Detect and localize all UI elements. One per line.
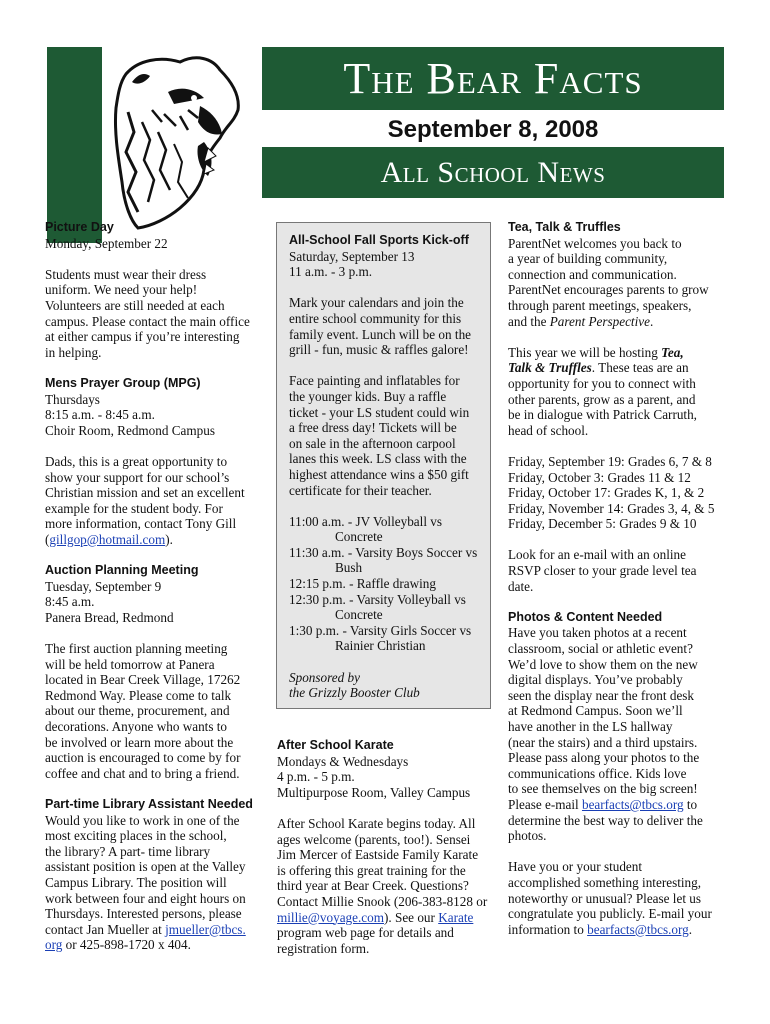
auction-heading: Auction Planning Meeting: [45, 563, 199, 578]
text-line: Face painting and inflatables for: [289, 373, 460, 389]
right-column: [508, 220, 730, 937]
text-line: campus. Please contact the main office: [45, 313, 250, 329]
tea-date: Friday, October 17: Grades K, 1, & 2: [508, 485, 705, 501]
newsletter-title: The Bear Facts: [262, 47, 724, 110]
text-line: 8:45 a.m.: [45, 594, 95, 610]
mens-prayer-heading: Mens Prayer Group (MPG): [45, 375, 201, 390]
picture-day-date: Monday, September 22: [45, 235, 168, 251]
left-column: [45, 220, 267, 953]
text-line: Saturday, September 13: [289, 248, 415, 264]
text-line: The first auction planning meeting: [45, 641, 228, 657]
text-line: accomplished something interesting,: [508, 874, 702, 890]
text-line: 4 p.m. - 5 p.m.: [277, 769, 355, 785]
library-heading: Part-time Library Assistant Needed: [45, 796, 253, 811]
schedule-item-cont: Bush: [335, 560, 363, 576]
text-line: Christian mission and set an excellent: [45, 485, 245, 501]
text-line: program web page for details and: [277, 925, 454, 941]
text-line: third year at Bear Creek. Questions?: [277, 878, 469, 894]
text-line: org or 425-898-1720 x 404.: [45, 937, 191, 953]
text-line: on sale in the afternoon carpool: [289, 435, 456, 451]
text-line: Talk & Truffles. These teas are an: [508, 360, 689, 376]
tea-date: Friday, November 14: Grades 3, 4, & 5: [508, 500, 715, 516]
text-line: assistant position is open at the Valley: [45, 859, 246, 875]
text-line: Contact Millie Snook (206-383-8128 or: [277, 893, 488, 909]
photos-email-link[interactable]: bearfacts@tbcs.org: [581, 796, 684, 812]
tea-date: Friday, September 19: Grades 6, 7 & 8: [508, 453, 712, 469]
text-line: classroom, social or athletic event?: [508, 641, 693, 657]
schedule-item-cont: Rainier Christian: [335, 638, 426, 654]
text-line: the younger kids. Buy a raffle: [289, 388, 447, 404]
text-line: highest attendance wins a $50 gift: [289, 466, 469, 482]
text-line: be in dialogue with Patrick Carruth,: [508, 407, 697, 423]
text-line: Multipurpose Room, Valley Campus: [277, 784, 471, 800]
text-line: Mondays & Wednesdays: [277, 753, 409, 769]
text-line: registration form.: [277, 940, 370, 956]
text-line: Tuesday, September 9: [45, 578, 162, 594]
text-line: millie@voyage.com). See our Karate: [277, 909, 474, 925]
text-line: ParentNet welcomes you back to: [508, 235, 682, 251]
text-line: Please pass along your photos to the: [508, 750, 700, 766]
text-line: certificate for their teacher.: [289, 482, 432, 498]
text-line: be involved or learn more about the: [45, 734, 234, 750]
sports-sidebar: [276, 222, 491, 709]
congrats-email-link[interactable]: bearfacts@tbcs.org: [587, 921, 689, 937]
text-line: auction is encouraged to come by for: [45, 750, 241, 766]
text-line: determine the best way to deliver the: [508, 812, 703, 828]
masthead-green-bar: [47, 47, 102, 243]
text-line: Redmond Way. Please come to talk: [45, 687, 232, 703]
text-line: a free dress day! Tickets will be: [289, 420, 457, 436]
schedule-item: 11:30 a.m. - Varsity Boys Soccer vs: [289, 544, 478, 560]
text-line: digital displays. You’ve probably: [508, 672, 683, 688]
photos-heading: Photos & Content Needed: [508, 609, 663, 624]
text-line: decorations. Anyone who wants to: [45, 719, 228, 734]
text-line: Panera Bread, Redmond: [45, 609, 174, 625]
text-line: (gillgop@hotmail.com).: [45, 531, 173, 547]
text-line: Would you like to work in one of the: [45, 812, 240, 828]
text-line: ages welcome (parents, too!). Sensei: [277, 831, 471, 847]
text-line: example for the student body. For: [45, 500, 223, 516]
text-line: ParentNet encourages parents to grow: [508, 282, 709, 298]
bear-logo-icon: [108, 52, 248, 232]
text-line: noteworthy or unusual? Please let us: [508, 890, 702, 906]
text-line: family event. Lunch will be on the: [289, 326, 472, 342]
middle-column: [277, 738, 495, 956]
text-line: uniform. We need your help!: [45, 282, 198, 298]
sponsor-line: Sponsored by: [289, 669, 360, 685]
text-line: Volunteers are still needed at each: [45, 297, 225, 313]
text-line: through parent meetings, speakers,: [508, 297, 692, 313]
text-line: have another in the LS hallway: [508, 719, 673, 734]
text-line: about our theme, procurement, and: [45, 703, 230, 719]
mpg-email-link[interactable]: gillgop@hotmail.com: [49, 531, 166, 547]
text-line: photos.: [508, 828, 547, 844]
text-line: Have you taken photos at a recent: [508, 625, 687, 641]
sponsor-line: the Grizzly Booster Club: [289, 685, 420, 701]
text-line: Look for an e-mail with an online: [508, 547, 686, 563]
text-line: located in Bear Creek Village, 17262: [45, 672, 241, 688]
text-line: Dads, this is a great opportunity to: [45, 453, 228, 469]
text-line: RSVP closer to your grade level tea: [508, 563, 697, 579]
text-line: other parents, grow as a parent, and: [508, 391, 696, 407]
text-line: grill - fun, music & raffles galore!: [289, 342, 469, 358]
tea-date: Friday, October 3: Grades 11 & 12: [508, 469, 691, 485]
text-line: to see themselves on the big screen!: [508, 781, 698, 797]
text-line: date.: [508, 578, 534, 594]
schedule-item: 12:30 p.m. - Varsity Volleyball vs: [289, 591, 466, 607]
text-line: most exciting places in the school,: [45, 828, 227, 844]
text-line: at either campus if you’re interesting: [45, 329, 240, 345]
schedule-item-cont: Concrete: [335, 607, 383, 623]
text-line: ticket - your LS student could win: [289, 404, 470, 420]
text-line: Choir Room, Redmond Campus: [45, 422, 215, 438]
text-line: We’d love to show them on the new: [508, 656, 698, 672]
text-line: connection and communication.: [508, 266, 677, 282]
library-email-link-cont[interactable]: org: [45, 937, 63, 953]
karate-email-link[interactable]: millie@voyage.com: [277, 909, 384, 925]
text-line: This year we will be hosting Tea,: [508, 344, 684, 360]
text-line: communications office. Kids love: [508, 765, 687, 781]
text-line: at Redmond Campus. Soon we’ll: [508, 703, 683, 719]
text-line: will be held tomorrow at Panera: [45, 656, 215, 672]
text-line: Campus Library. The position will: [45, 874, 227, 890]
text-line: entire school community for this: [289, 310, 462, 326]
schedule-item: 12:15 p.m. - Raffle drawing: [289, 576, 436, 592]
text-line: congratulate you publicly. E-mail your: [508, 906, 712, 922]
text-line: 8:15 a.m. - 8:45 a.m.: [45, 407, 155, 423]
text-line: Please e-mail bearfacts@tbcs.org to: [508, 796, 698, 812]
karate-page-link[interactable]: Karate: [438, 909, 474, 925]
section-banner: All School News: [262, 147, 724, 198]
text-line: Mark your calendars and join the: [289, 295, 464, 311]
picture-day-heading: Picture Day: [45, 220, 114, 234]
tea-heading: Tea, Talk & Truffles: [508, 220, 621, 234]
sports-heading: All-School Fall Sports Kick-off: [289, 233, 469, 247]
text-line: opportunity for you to connect with: [508, 375, 696, 391]
text-line: the library? A part- time library: [45, 843, 211, 859]
text-line: in helping.: [45, 344, 102, 360]
karate-heading: After School Karate: [277, 738, 394, 752]
text-line: contact Jan Mueller at jmueller@tbcs.: [45, 921, 246, 937]
text-line: and the Parent Perspective.: [508, 313, 654, 329]
text-line: more information, contact Tony Gill: [45, 516, 237, 532]
text-line: is offering this great training for the: [277, 862, 466, 878]
library-email-link[interactable]: jmueller@tbcs.: [165, 921, 246, 937]
schedule-item: 1:30 p.m. - Varsity Girls Soccer vs: [289, 622, 472, 638]
text-line: work between four and eight hours on: [45, 890, 246, 906]
text-line: Jim Mercer of Eastside Family Karate: [277, 847, 479, 863]
text-line: information to bearfacts@tbcs.org.: [508, 921, 693, 937]
text-line: a year of building community,: [508, 251, 668, 267]
text-line: 11 a.m. - 3 p.m.: [289, 264, 373, 280]
text-line: After School Karate begins today. All: [277, 815, 476, 831]
text-line: lanes this week. LS class with the: [289, 451, 467, 467]
text-line: Students must wear their dress: [45, 266, 207, 282]
tea-date: Friday, December 5: Grades 9 & 10: [508, 516, 697, 532]
text-line: head of school.: [508, 422, 589, 438]
text-line: coffee and chat and to bring a friend.: [45, 765, 240, 781]
issue-date: September 8, 2008: [387, 116, 599, 143]
text-line: Thursdays: [45, 391, 100, 407]
text-line: Have you or your student: [508, 859, 643, 875]
text-line: Thursdays. Interested persons, please: [45, 906, 242, 922]
text-line: seen the display near the front desk: [508, 687, 695, 703]
text-line: show your support for our school’s: [45, 469, 230, 485]
schedule-item: 11:00 a.m. - JV Volleyball vs: [289, 513, 442, 529]
text-line: (near the stairs) and a third upstairs.: [508, 734, 698, 750]
schedule-item-cont: Concrete: [335, 529, 383, 545]
